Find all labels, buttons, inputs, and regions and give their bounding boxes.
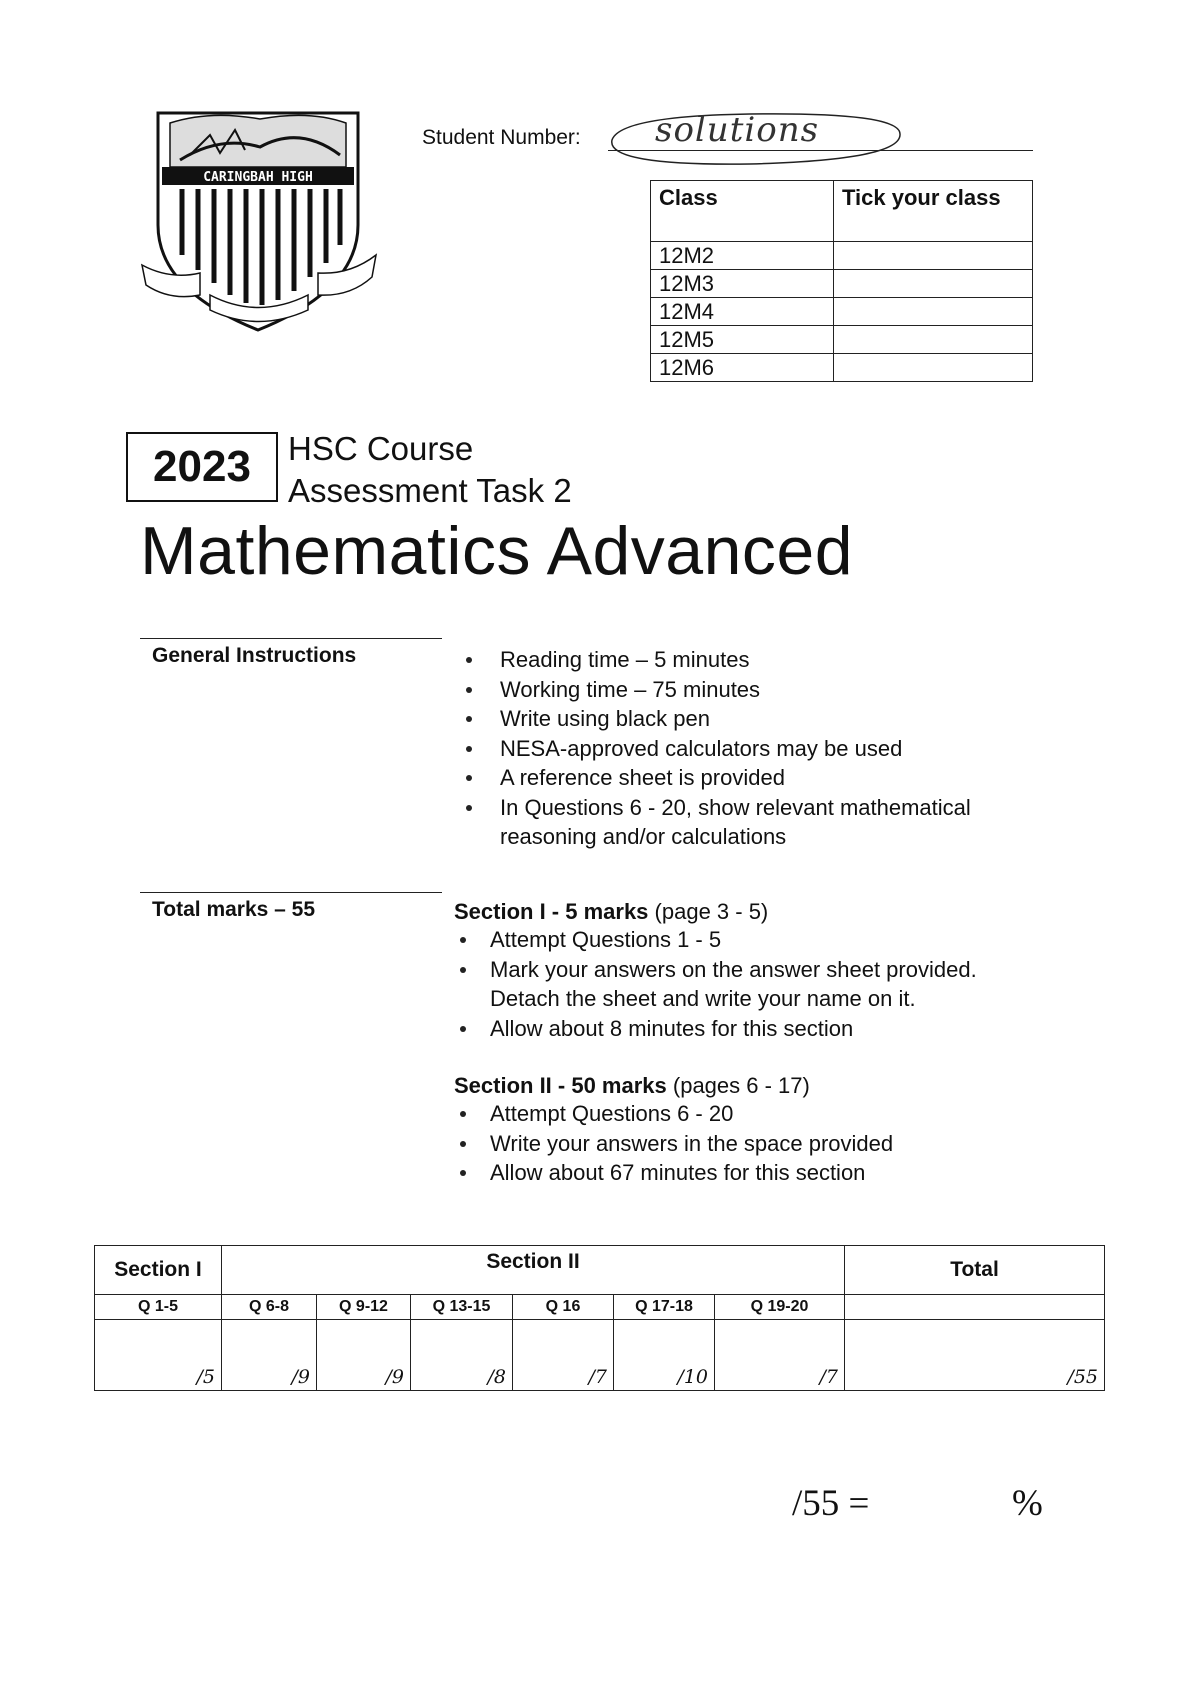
section-1-heading-bold: Section I - 5 marks <box>454 899 649 924</box>
section-1-item: Mark your answers on the answer sheet provided. Detach the sheet and write your name on it. <box>454 955 1040 1014</box>
total-marks-rule <box>140 892 442 893</box>
score-cell[interactable]: /7 <box>513 1320 614 1391</box>
question-range: Q 6-8 <box>222 1295 317 1320</box>
class-name: 12M2 <box>651 242 834 270</box>
general-instructions-title: General Instructions <box>152 644 357 667</box>
question-range: Q 13-15 <box>411 1295 513 1320</box>
section-2-info <box>454 1073 1074 1188</box>
tick-cell[interactable] <box>834 354 1033 382</box>
class-name: 12M3 <box>651 270 834 298</box>
marks-table-question-row <box>95 1295 1105 1320</box>
class-name: 12M5 <box>651 326 834 354</box>
class-row <box>651 326 1033 354</box>
section-2-item: Write your answers in the space provided <box>454 1129 1074 1159</box>
section-2-item: Allow about 67 minutes for this section <box>454 1158 1074 1188</box>
class-row <box>651 354 1033 382</box>
instruction-item: Reading time – 5 minutes <box>462 645 1062 675</box>
class-row <box>651 270 1033 298</box>
section-1-pages: (page 3 - 5) <box>648 899 769 924</box>
question-range: Q 9-12 <box>317 1295 411 1320</box>
section-2-heading-bold: Section II - 50 marks <box>454 1073 667 1098</box>
class-header: Class <box>651 181 834 242</box>
total-out-of: /55 = <box>792 1483 870 1524</box>
score-cell[interactable]: /9 <box>317 1320 411 1391</box>
score-cell[interactable]: /10 <box>614 1320 715 1391</box>
class-row <box>651 298 1033 326</box>
question-range: Q 19-20 <box>715 1295 845 1320</box>
class-row <box>651 242 1033 270</box>
school-crest-logo <box>140 105 380 335</box>
tick-header: Tick your class <box>834 181 1033 242</box>
score-cell[interactable]: /9 <box>222 1320 317 1391</box>
course-line-2: Assessment Task 2 <box>288 472 572 509</box>
section-2-heading <box>454 1073 1074 1099</box>
question-range: Q 17-18 <box>614 1295 715 1320</box>
class-name: 12M6 <box>651 354 834 382</box>
section-1-info <box>454 899 1074 1043</box>
instruction-item: NESA-approved calculators may be used <box>462 734 1062 764</box>
general-instructions-rule <box>140 638 442 639</box>
instruction-item: Working time – 75 minutes <box>462 675 1062 705</box>
marks-table <box>94 1245 1105 1391</box>
subject-title: Mathematics Advanced <box>140 513 854 589</box>
total-score-cell[interactable]: /55 <box>845 1320 1105 1391</box>
crest-banner-text: CARINGBAH HIGH <box>203 170 313 185</box>
section-2-item: Attempt Questions 6 - 20 <box>454 1099 1074 1129</box>
total-marks-title: Total marks – 55 <box>152 898 316 921</box>
question-range: Q 1-5 <box>95 1295 222 1320</box>
total-header: Total <box>845 1246 1105 1295</box>
class-table-header <box>651 181 1033 242</box>
course-title <box>288 428 572 512</box>
total-question-blank <box>845 1295 1105 1320</box>
class-name: 12M4 <box>651 298 834 326</box>
question-range: Q 16 <box>513 1295 614 1320</box>
score-cell[interactable]: /7 <box>715 1320 845 1391</box>
class-table <box>650 180 1033 382</box>
section-1-heading <box>454 899 1074 925</box>
student-number-value[interactable]: solutions <box>655 110 820 150</box>
section-2-header: Section II <box>222 1246 845 1295</box>
instruction-item: Write using black pen <box>462 704 1062 734</box>
section-1-item: Allow about 8 minutes for this section <box>454 1014 1074 1044</box>
section-2-pages: (pages 6 - 17) <box>666 1073 810 1098</box>
score-cell[interactable]: /8 <box>411 1320 513 1391</box>
general-instructions-list <box>462 645 1062 852</box>
section-2-list <box>454 1099 1074 1188</box>
instruction-item: In Questions 6 - 20, show relevant mathematical reasoning and/or calculations <box>462 793 1020 852</box>
student-number-label: Student Number: <box>422 126 581 149</box>
course-line-1: HSC Course <box>288 430 474 467</box>
tick-cell[interactable] <box>834 242 1033 270</box>
section-1-item: Attempt Questions 1 - 5 <box>454 925 1074 955</box>
marks-table-score-row <box>95 1320 1105 1391</box>
section-1-header: Section I <box>95 1246 222 1295</box>
section-1-list <box>454 925 1074 1043</box>
marks-table-section-row <box>95 1246 1105 1295</box>
instruction-item: A reference sheet is provided <box>462 763 1062 793</box>
percent-sign: % <box>1012 1483 1043 1524</box>
tick-cell[interactable] <box>834 326 1033 354</box>
tick-cell[interactable] <box>834 298 1033 326</box>
exam-year: 2023 <box>126 432 278 502</box>
score-cell[interactable]: /5 <box>95 1320 222 1391</box>
tick-cell[interactable] <box>834 270 1033 298</box>
